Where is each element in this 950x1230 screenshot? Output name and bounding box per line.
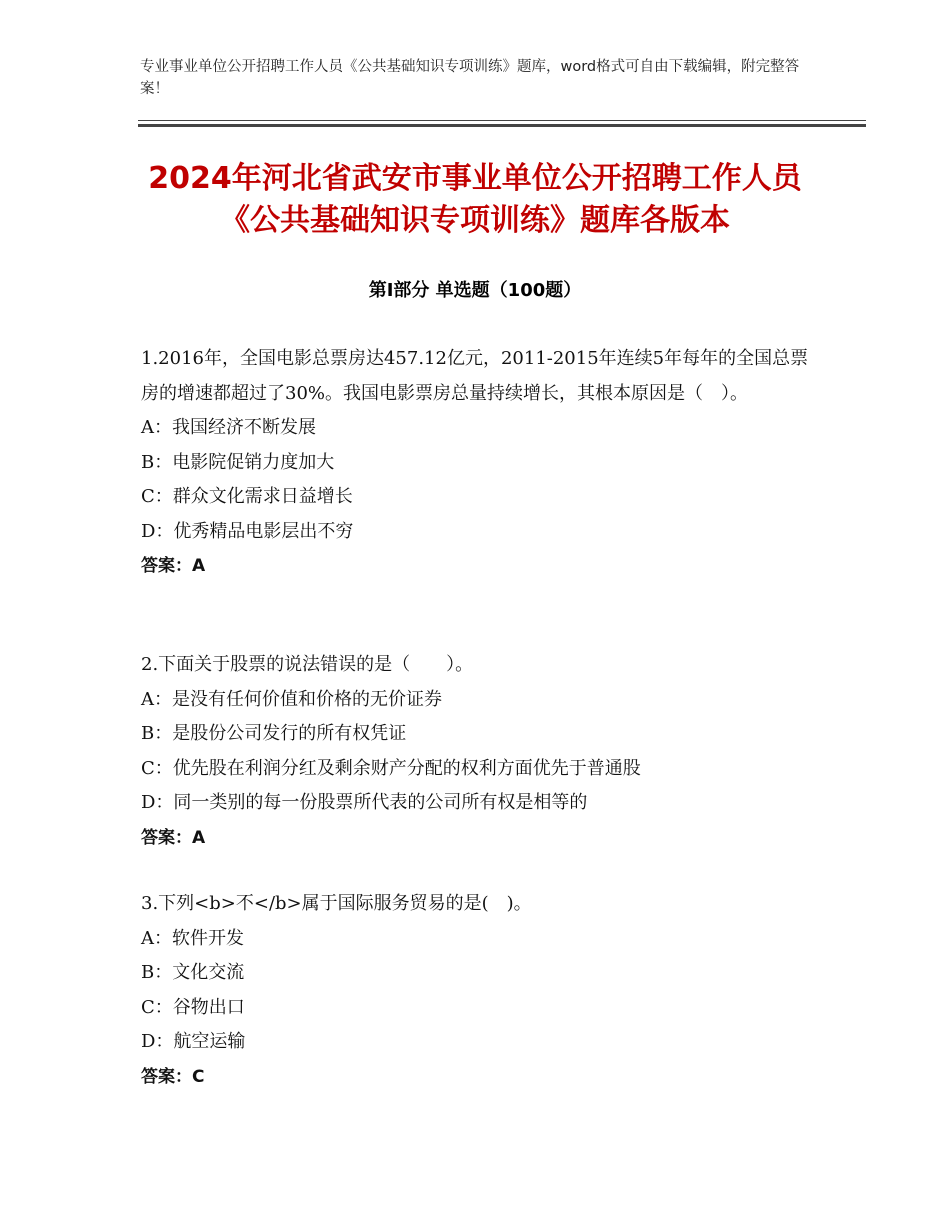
option-d: D：航空运输 [141, 1031, 246, 1052]
answer: 答案：A [141, 556, 206, 576]
option-c: C：群众文化需求日益增长 [141, 486, 353, 507]
option-c: C：优先股在利润分红及剩余财产分配的权利方面优先于普通股 [141, 757, 641, 779]
option-d: D：同一类别的每一份股票所代表的公司所有权是相等的 [141, 792, 588, 813]
option-a: A：软件开发 [141, 927, 244, 949]
question-1 [141, 342, 821, 584]
header-note: 专业事业单位公开招聘工作人员《公共基础知识专项训练》题库，word格式可自由下载编辑，附完整答案！ [140, 59, 800, 97]
question-2 [141, 648, 821, 855]
answer: 答案：A [141, 827, 206, 848]
question-stem: 2.下面关于股票的说法错误的是（ ）。 [141, 654, 474, 675]
option-b: B：是股份公司发行的所有权凭证 [141, 723, 407, 744]
question-stem: 3.下列<b>不</b>属于国际服务贸易的是( )。 [141, 893, 532, 914]
question-stem: 1.2016年，全国电影总票房达457.12亿元，2011-2015年连续5年每年的全国总票房的增速都超过了30%。我国电影票房总量持续增长，其根本原因是（ ）。 [141, 348, 809, 404]
option-a: A：我国经济不断发展 [141, 417, 316, 438]
section-title: 第Ⅰ部分 单选题（100题） [368, 280, 582, 301]
question-3 [141, 887, 821, 1094]
header-rule-thick [138, 124, 866, 127]
option-b: B：文化交流 [141, 962, 245, 983]
option-c: C：谷物出口 [141, 996, 245, 1018]
option-b: B：电影院促销力度加大 [141, 451, 335, 473]
answer: 答案：C [141, 1066, 205, 1087]
document-title: 2024年河北省武安市事业单位公开招聘工作人员《公共基础知识专项训练》题库各版本 [148, 161, 802, 238]
option-a: A：是没有任何价值和价格的无价证券 [141, 688, 442, 710]
option-d: D：优秀精品电影层出不穷 [141, 520, 354, 542]
header-rule-thin [138, 120, 866, 121]
